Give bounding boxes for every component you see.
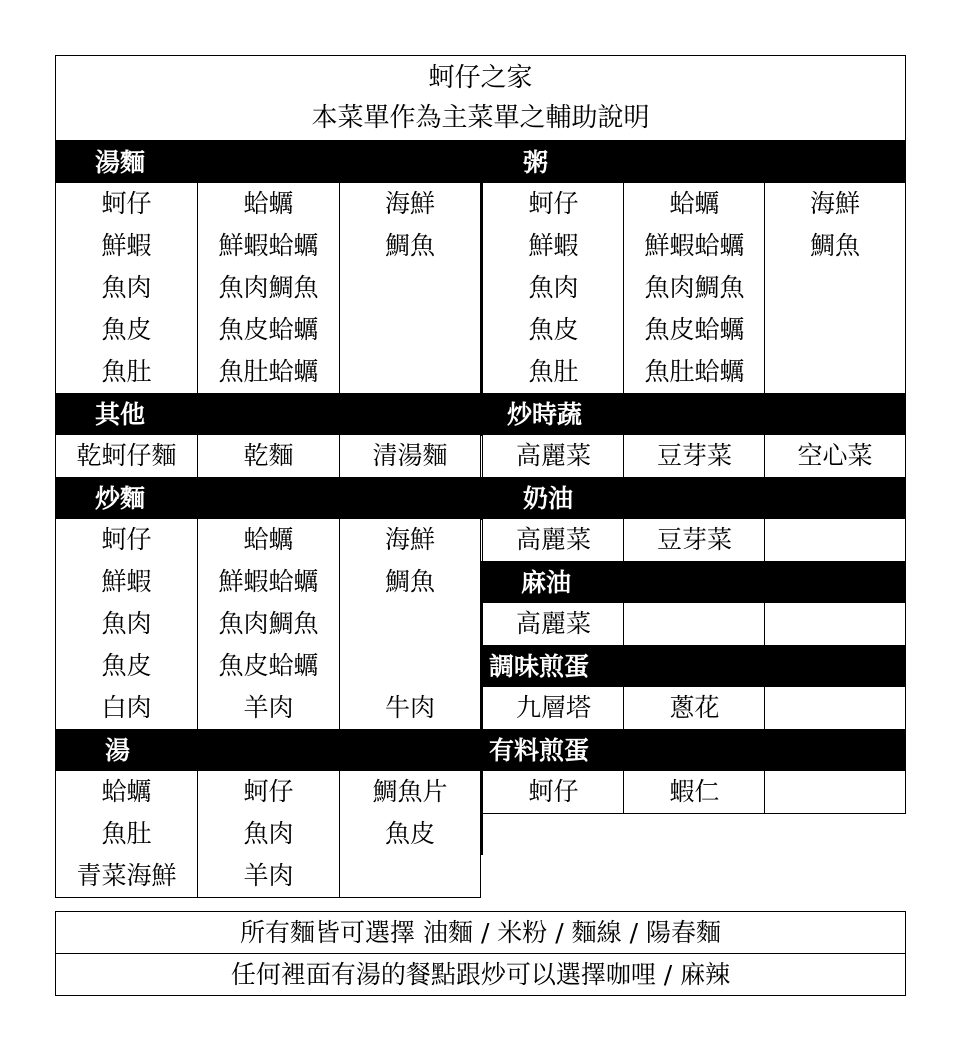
menu-subtitle: 本菜單作為主菜單之輔助說明 xyxy=(311,103,650,133)
menu-item-soup-2-1: 羊肉 xyxy=(197,855,340,898)
section-header-seasoned-omelet: 調味煎蛋 xyxy=(481,645,906,688)
menu-item-soup-noodle-2-2 xyxy=(339,267,481,310)
menu-item-soup-noodle-4-2 xyxy=(339,351,481,394)
menu-item-congee-2-2 xyxy=(764,267,906,310)
menu-item-congee-2-1: 魚肉鯛魚 xyxy=(623,267,766,310)
menu-item-seasoned-omelet-0-2 xyxy=(764,687,906,730)
menu-item-soup-0-0: 蛤蠣 xyxy=(55,771,198,814)
menu-item-fried-noodle-3-2 xyxy=(339,645,481,688)
menu-item-fried-noodle-1-2: 鯛魚 xyxy=(339,561,481,604)
menu-item-congee-3-2 xyxy=(764,309,906,352)
section-header-congee: 粥 xyxy=(481,141,906,184)
menu-item-butter-0-2 xyxy=(764,519,906,562)
menu-item-butter-0-1: 豆芽菜 xyxy=(623,519,766,562)
menu-title-box xyxy=(55,55,906,141)
menu-item-soup-noodle-1-1: 鮮蝦蛤蠣 xyxy=(197,225,340,268)
menu-item-fried-noodle-2-2 xyxy=(339,603,481,646)
menu-item-soup-1-2: 魚皮 xyxy=(339,813,481,856)
menu-item-soup-noodle-3-0: 魚皮 xyxy=(55,309,198,352)
menu-item-topped-omelet-0-2 xyxy=(764,771,906,814)
menu-item-soup-noodle-4-1: 魚肚蛤蠣 xyxy=(197,351,340,394)
menu-item-congee-3-0: 魚皮 xyxy=(482,309,625,352)
menu-item-fried-noodle-0-1: 蛤蠣 xyxy=(197,519,340,562)
menu-item-fried-noodle-4-0: 白肉 xyxy=(55,687,198,730)
menu-item-topped-omelet-0-0: 蚵仔 xyxy=(482,771,625,814)
footer-note-noodle-choice: 所有麵皆可選擇 油麵 / 米粉 / 麵線 / 陽春麵 xyxy=(55,911,906,954)
menu-item-congee-1-1: 鮮蝦蛤蠣 xyxy=(623,225,766,268)
menu-item-fried-noodle-4-1: 羊肉 xyxy=(197,687,340,730)
section-header-topped-omelet: 有料煎蛋 xyxy=(481,729,906,772)
menu-item-fried-noodle-1-1: 鮮蝦蛤蠣 xyxy=(197,561,340,604)
menu-item-fried-noodle-0-2: 海鮮 xyxy=(339,519,481,562)
menu-item-sesame-oil-0-2 xyxy=(764,603,906,646)
menu-item-congee-0-1: 蛤蠣 xyxy=(623,183,766,226)
menu-item-congee-4-1: 魚肚蛤蠣 xyxy=(623,351,766,394)
menu-title: 蚵仔之家 xyxy=(428,63,533,93)
menu-item-congee-1-0: 鮮蝦 xyxy=(482,225,625,268)
menu-item-congee-4-2 xyxy=(764,351,906,394)
menu-item-soup-noodle-4-0: 魚肚 xyxy=(55,351,198,394)
menu-item-sesame-oil-0-1 xyxy=(623,603,766,646)
menu-item-soup-noodle-2-0: 魚肉 xyxy=(55,267,198,310)
menu-item-fried-noodle-3-1: 魚皮蛤蠣 xyxy=(197,645,340,688)
menu-item-butter-0-0: 高麗菜 xyxy=(482,519,625,562)
menu-item-other-0-2: 清湯麵 xyxy=(339,435,481,478)
menu-item-soup-0-1: 蚵仔 xyxy=(197,771,340,814)
menu-item-soup-noodle-0-0: 蚵仔 xyxy=(55,183,198,226)
section-header-butter: 奶油 xyxy=(481,477,906,520)
menu-item-soup-noodle-1-0: 鮮蝦 xyxy=(55,225,198,268)
menu-item-stir-veg-0-2: 空心菜 xyxy=(764,435,906,478)
menu-item-soup-noodle-3-2 xyxy=(339,309,481,352)
menu-item-congee-2-0: 魚肉 xyxy=(482,267,625,310)
menu-item-congee-0-0: 蚵仔 xyxy=(482,183,625,226)
section-header-soup: 湯 xyxy=(55,729,481,772)
menu-item-fried-noodle-4-2: 牛肉 xyxy=(339,687,481,730)
section-header-other: 其他 xyxy=(55,393,481,436)
section-header-soup-noodle: 湯麵 xyxy=(55,141,481,184)
menu-item-soup-2-0: 青菜海鮮 xyxy=(55,855,198,898)
menu-item-other-0-0: 乾蚵仔麵 xyxy=(55,435,198,478)
menu-item-topped-omelet-0-1: 蝦仁 xyxy=(623,771,766,814)
menu-item-soup-0-2: 鯛魚片 xyxy=(339,771,481,814)
menu-item-fried-noodle-2-1: 魚肉鯛魚 xyxy=(197,603,340,646)
menu-item-fried-noodle-3-0: 魚皮 xyxy=(55,645,198,688)
section-header-fried-noodle: 炒麵 xyxy=(55,477,481,520)
menu-item-other-0-1: 乾麵 xyxy=(197,435,340,478)
menu-item-soup-noodle-2-1: 魚肉鯛魚 xyxy=(197,267,340,310)
menu-item-stir-veg-0-1: 豆芽菜 xyxy=(623,435,766,478)
menu-item-soup-noodle-1-2: 鯛魚 xyxy=(339,225,481,268)
menu-item-congee-1-2: 鯛魚 xyxy=(764,225,906,268)
footer-note-flavor-choice: 任何裡面有湯的餐點跟炒可以選擇咖哩 / 麻辣 xyxy=(55,953,906,996)
column-divider xyxy=(480,813,483,855)
menu-item-seasoned-omelet-0-0: 九層塔 xyxy=(482,687,625,730)
menu-item-soup-noodle-0-2: 海鮮 xyxy=(339,183,481,226)
menu-item-congee-3-1: 魚皮蛤蠣 xyxy=(623,309,766,352)
menu-item-seasoned-omelet-0-1: 蔥花 xyxy=(623,687,766,730)
menu-item-soup-noodle-0-1: 蛤蠣 xyxy=(197,183,340,226)
section-header-stir-veg: 炒時蔬 xyxy=(481,393,906,436)
menu-item-fried-noodle-0-0: 蚵仔 xyxy=(55,519,198,562)
menu-item-soup-1-0: 魚肚 xyxy=(55,813,198,856)
column-divider xyxy=(480,141,483,393)
menu-item-sesame-oil-0-0: 高麗菜 xyxy=(482,603,625,646)
menu-item-fried-noodle-2-0: 魚肉 xyxy=(55,603,198,646)
menu-item-stir-veg-0-0: 高麗菜 xyxy=(482,435,625,478)
menu-item-soup-2-2 xyxy=(339,855,481,898)
menu-item-soup-noodle-3-1: 魚皮蛤蠣 xyxy=(197,309,340,352)
menu-item-fried-noodle-1-0: 鮮蝦 xyxy=(55,561,198,604)
menu-item-congee-0-2: 海鮮 xyxy=(764,183,906,226)
section-header-sesame-oil: 麻油 xyxy=(481,561,906,604)
menu-item-congee-4-0: 魚肚 xyxy=(482,351,625,394)
menu-item-soup-1-1: 魚肉 xyxy=(197,813,340,856)
